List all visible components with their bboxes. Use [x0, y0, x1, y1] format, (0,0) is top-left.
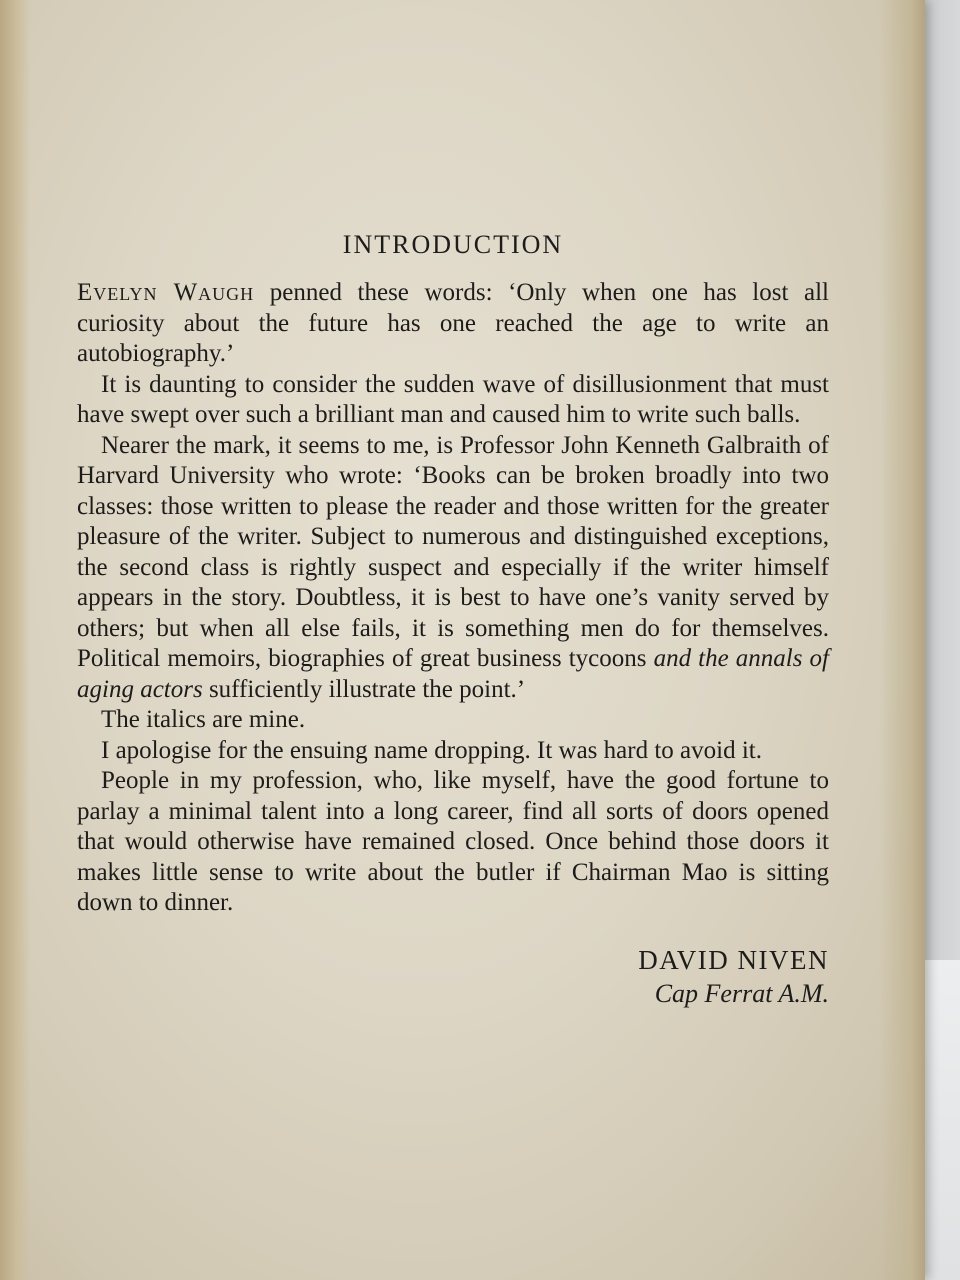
page-title: INTRODUCTION — [342, 230, 564, 259]
author-name-lead: Evelyn Waugh — [77, 279, 255, 306]
paragraph-1 — [77, 278, 829, 370]
paragraph-2: It is daunting to consider the sudden wave of disillusionment that must have swept over such a brilliant man and caused him to write such balls. — [77, 370, 829, 428]
paragraph-1-text: penned these words: ‘Only when one has lost all curiosity about the future has one reached the age to write an autobiography.’ — [77, 279, 829, 367]
page-edge-shadow — [880, 0, 925, 1280]
paragraph-3-italic: and the annals of aging actors — [77, 645, 829, 703]
paragraph-3-text-b: sufficiently illustrate the point.’ — [202, 675, 526, 703]
page-gutter-shadow — [0, 0, 30, 1280]
paragraph-5: I apologise for the ensuing name dropping. It was hard to avoid it. — [101, 736, 762, 764]
introduction-text — [77, 230, 829, 1011]
paragraph-3-text-a: Nearer the mark, it seems to me, is Professor John Kenneth Galbraith of Harvard University who wrote: ‘Books can be broken broadly into two classes: those written to please the reader and those written for the greater pleasure of the writer. Subject to numerous and distinguished exceptions, the second class is rightly suspect and especially if the writer himself appears in the story. Doubtless, it is best to have one’s vanity served by others; but when all else fails, it is something men do for themselves. Political memoirs, biographies of great business tycoons — [77, 431, 829, 672]
paragraph-4: The italics are mine. — [101, 706, 306, 733]
paragraph-3 — [77, 431, 829, 706]
signature-name: DAVID NIVEN — [638, 944, 829, 975]
paragraph-6: People in my profession, who, like myself, have the good fortune to parlay a minimal talent into a long career, find all sorts of doors opened that would otherwise have remained closed. Once behind those doors it makes little sense to write about the butler if Chairman Mao is sitting down to dinner. — [77, 767, 829, 916]
signature-block — [77, 943, 829, 1011]
signature-place: Cap Ferrat A.M. — [654, 978, 829, 1008]
